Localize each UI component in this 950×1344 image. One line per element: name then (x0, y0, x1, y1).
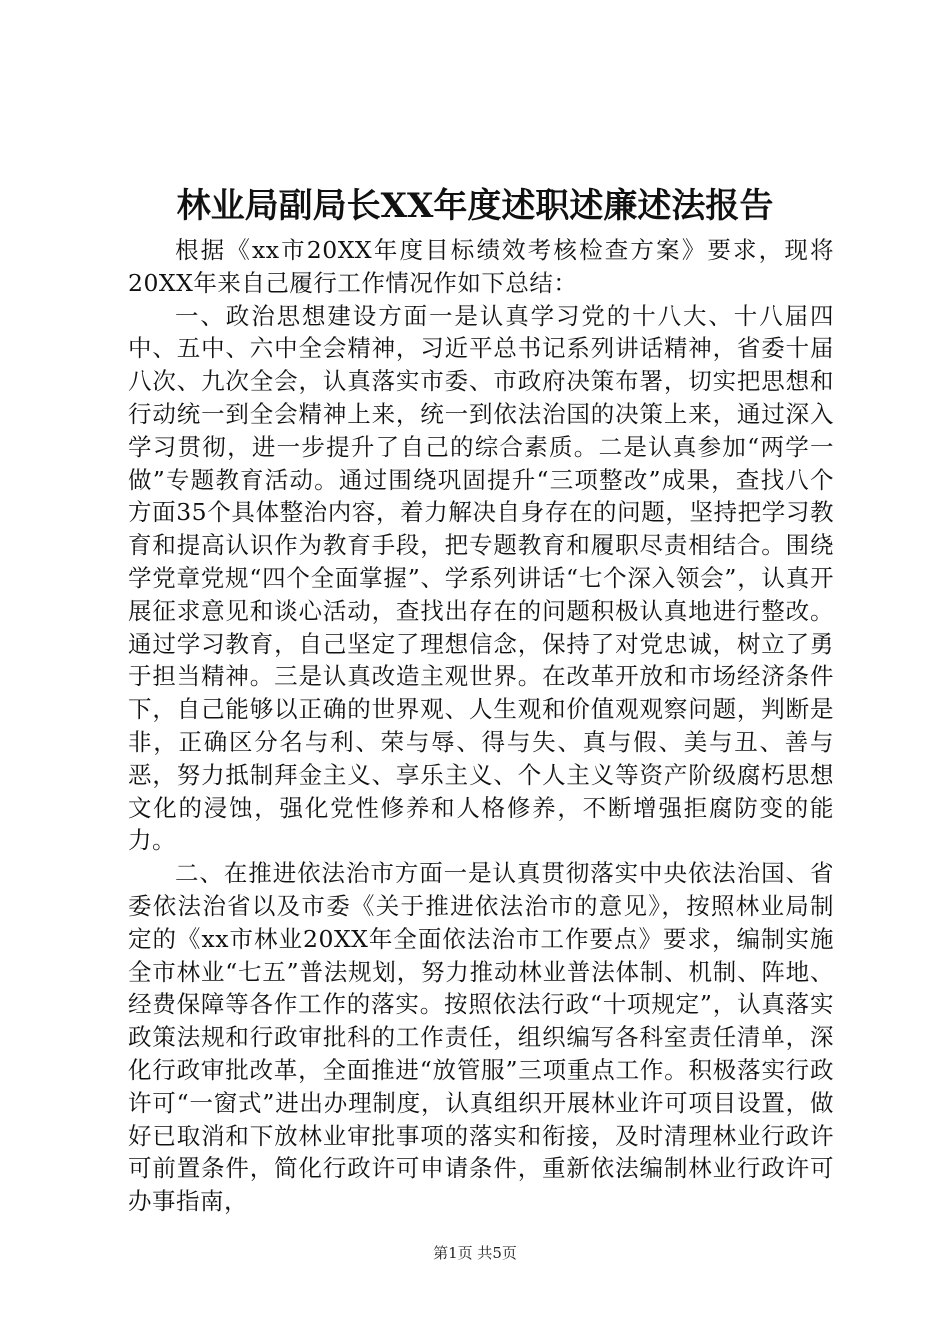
document-body (128, 234, 834, 1218)
paragraph-political-thought: 一、政治思想建设方面一是认真学习党的十八大、十八届四中、五中、六中全会精神，习近平总书记系列讲话精神，省委十届八次、九次全会，认真落实市委、市政府决策布署，切实把思想和行动统一到全会精神上来，统一到依法治国的决策上来，通过深入学习贯彻，进一步提升了自己的综合素质。二是认真参加“两学一做”专题教育活动。通过围绕巩固提升“三项整改”成果，查找八个方面35个具体整治内容，着力解决自身存在的问题，坚持把学习教育和提高认识作为教育手段，把专题教育和履职尽责相结合。围绕学党章党规“四个全面掌握”、学系列讲话“七个深入领会”，认真开展征求意见和谈心活动，查找出存在的问题积极认真地进行整改。通过学习教育，自己坚定了理想信念，保持了对党忠诚，树立了勇于担当精神。三是认真改造主观世界。在改革开放和市场经济条件下，自己能够以正确的世界观、人生观和价值观观察问题，判断是非，正确区分名与利、荣与辱、得与失、真与假、美与丑、善与恶，努力抵制拜金主义、享乐主义、个人主义等资产阶级腐朽思想文化的浸蚀，强化党性修养和人格修养，不断增强拒腐防变的能力。 (128, 301, 834, 855)
page-footer: 第1页 共5页 (433, 1244, 517, 1262)
paragraph-intro: 根据《xx市20XX年度目标绩效考核检查方案》要求，现将20XX年来自己履行工作情况作如下总结： (128, 236, 834, 297)
document-title: 林业局副局长XX年度述职述廉述法报告 (176, 186, 774, 226)
paragraph-rule-of-law: 二、在推进依法治市方面一是认真贯彻落实中央依法治国、省委依法治省以及市委《关于推进依法治市的意见》，按照林业局制定的《xx市林业20XX年全面依法治市工作要点》要求，编制实施全市林业“七五”普法规划，努力推动林业普法体制、机制、阵地、经费保障等各作工作的落实。按照依法行政“十项规定”，认真落实政策法规和行政审批科的工作责任，组织编写各科室责任清单，深化行政审批改革，全面推进“放管服”三项重点工作。积极落实行政许可“一窗式”进出办理制度，认真组织开展林业许可项目设置，做好已取消和下放林业审批事项的落实和衔接，及时清理林业行政许可前置条件，简化行政许可申请条件，重新依法编制林业行政许可办事指南， (128, 859, 834, 1216)
